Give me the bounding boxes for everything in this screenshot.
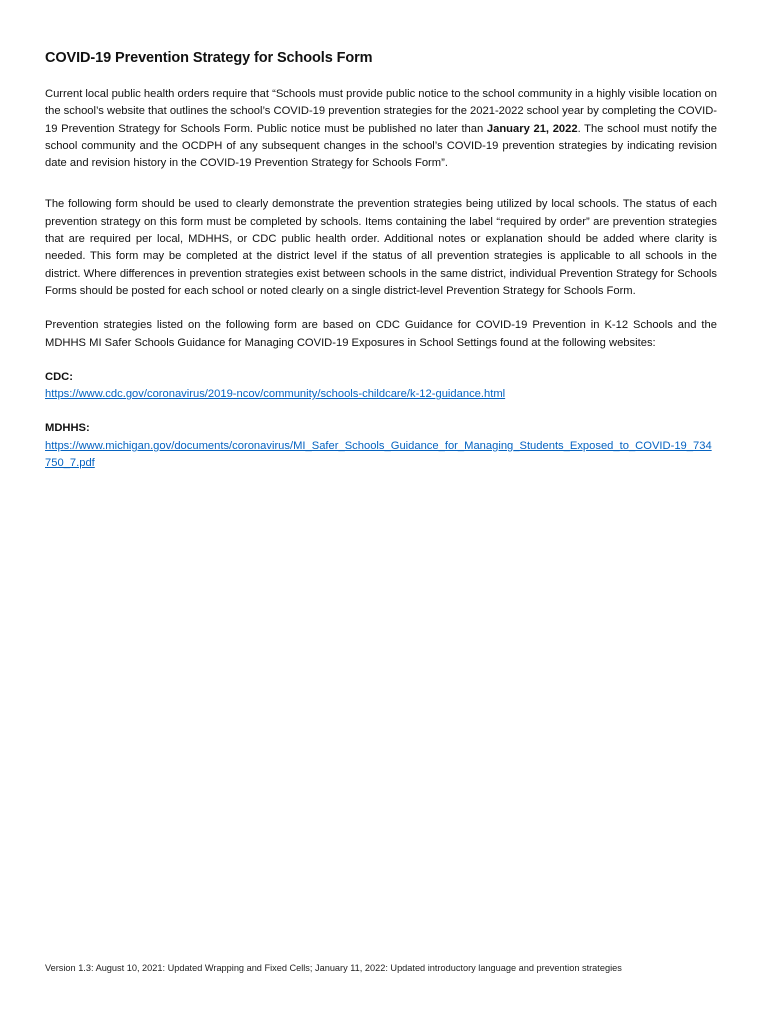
intro-text-end: . The school must notify the school community and the OCDPH of any subsequent changes in the school’s COVID-19 prevention strategies by indicating revision date and revision history in the COVID-19 Prevention Strategy for Schools Form”. bbox=[45, 122, 717, 170]
document-page bbox=[45, 50, 717, 489]
intro-paragraph bbox=[45, 86, 717, 172]
cdc-label: CDC: bbox=[45, 370, 73, 383]
form-usage-paragraph: The following form should be used to clearly demonstrate the prevention strategies being utilized by local schools. The status of each prevention strategy on this form must be completed by schools. Items containing the label “required by order” are prevention strategies that are required per local, MDHHS, or CDC public health order. Additional notes or explanation should be added where clarity is needed. This form may be completed at the district level if the status of all prevention strategies is applicable to all schools in the district. Where differences in prevention strategies exist between schools in the same district, individual Prevention Strategy for Schools Forms should be posted for each school or noted clearly on a single district-level Prevention Strategy for Schools Form. bbox=[45, 198, 717, 297]
sources-paragraph: Prevention strategies listed on the following form are based on CDC Guidance for COVID-19 Prevention in K-12 Schools and the MDHHS MI Safer Schools Guidance for Managing COVID-19 Exposures in School Settings found at the following websites: bbox=[45, 319, 717, 349]
cdc-link[interactable]: https://www.cdc.gov/coronavirus/2019-ncov/community/schools-childcare/k-12-guidance.html bbox=[45, 388, 506, 401]
version-footer: Version 1.3: August 10, 2021: Updated Wrapping and Fixed Cells; January 11, 2022: Updated introductory language and prevention strategies bbox=[45, 963, 622, 973]
mdhhs-section bbox=[45, 420, 717, 472]
page-title: COVID-19 Prevention Strategy for Schools Form bbox=[45, 50, 373, 66]
mdhhs-link[interactable]: https://www.michigan.gov/documents/coronavirus/MI_Safer_Schools_Guidance_for_Managing_Students_Exposed_to_COVID-19_734750_7.pdf bbox=[45, 439, 712, 470]
mdhhs-label: MDHHS: bbox=[45, 422, 90, 435]
intro-text-start: Current local public health orders require that “Schools must provide public notice to the school community in a highly visible location on the school’s website that outlines the school’s COVID-19 prevention strategies for the 2021-2022 school year by completing the COVID-19 Prevention Strategy for Schools Form. Public notice must be published no later than bbox=[45, 88, 717, 135]
deadline-date: January 21, 2022 bbox=[486, 122, 578, 135]
cdc-section bbox=[45, 369, 717, 404]
